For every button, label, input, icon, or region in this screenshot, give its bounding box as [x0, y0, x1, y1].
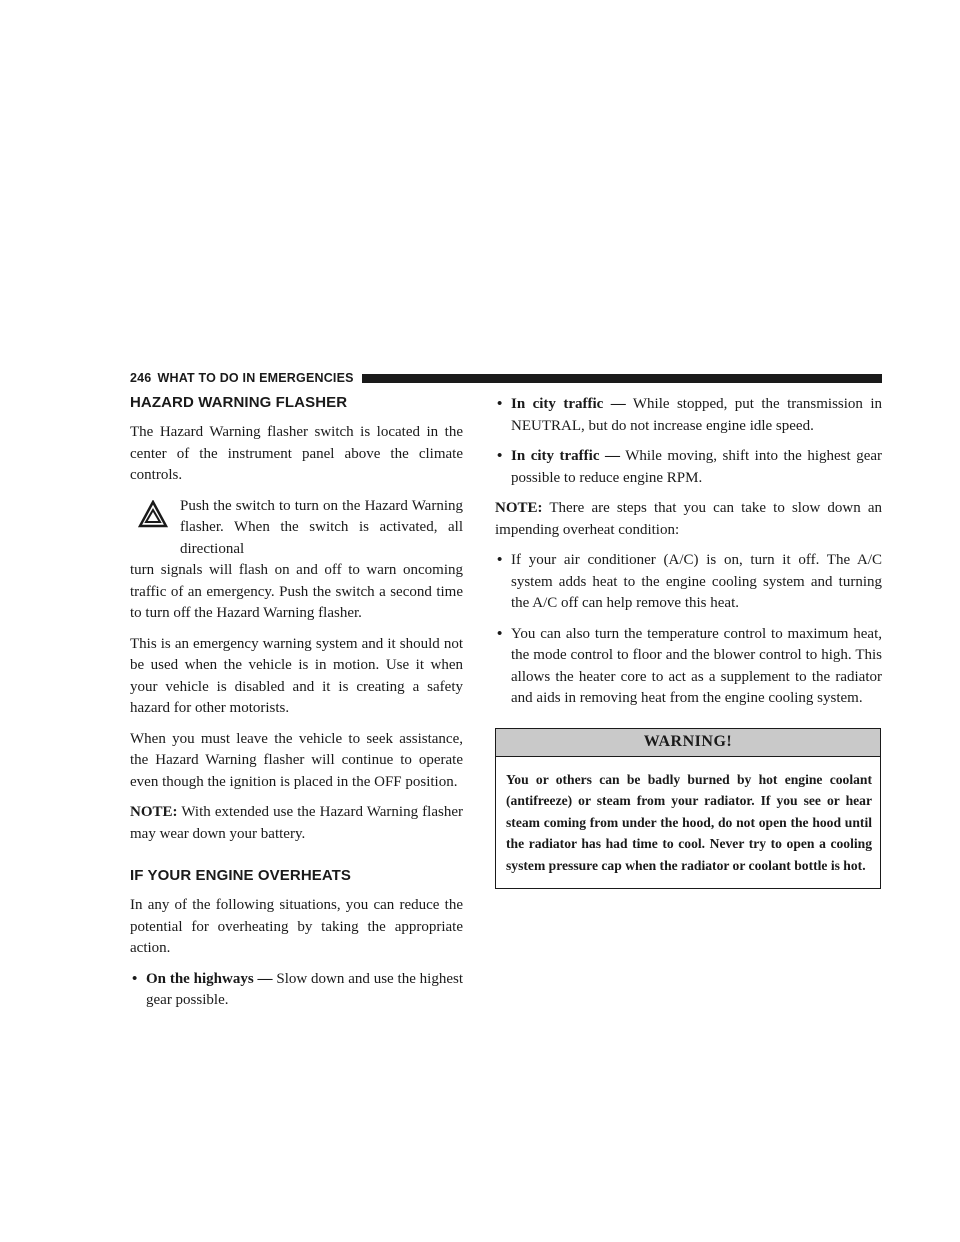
- warning-text: You or others can be badly burned by hot engine coolant (antifreeze) or steam from your radiator. If you see or hear steam coming from under the hood, do not open the hood until the radiator has had time to cool. Never try to open a cooling system pressure cap when the radiator or coolant bottle is hot.: [506, 771, 872, 873]
- list-item-lead: On the highways —: [146, 970, 273, 987]
- list-item-text: While moving, shift into the highest gear possible to reduce engine RPM.: [511, 448, 883, 486]
- warning-title: WARNING!: [496, 729, 880, 757]
- hazard-paragraph-4: When you must leave the vehicle to seek assistance, the Hazard Warning flasher will continue to operate even though the ignition is placed in the OFF position.: [130, 730, 463, 790]
- left-column: [130, 394, 463, 1012]
- page-number: 246: [130, 371, 152, 385]
- warning-box: [495, 728, 881, 890]
- overheat-list-left: [130, 969, 463, 1012]
- overheat-heading: IF YOUR ENGINE OVERHEATS: [130, 867, 352, 884]
- note-text: There are steps that you can take to slow down an impending overheat condition:: [495, 500, 882, 538]
- overheat-note-list: [495, 550, 882, 710]
- bullet: •: [497, 552, 503, 568]
- list-item: [495, 446, 882, 489]
- overheat-intro: In any of the following situations, you can reduce the potential for overheating by taking the appropriate action.: [130, 897, 463, 956]
- hazard-note: [130, 802, 463, 845]
- hazard-switch-paragraph: [130, 496, 463, 625]
- note-text: With extended use the Hazard Warning flasher may wear down your battery.: [130, 804, 463, 842]
- note-label: NOTE:: [495, 500, 543, 516]
- hazard-heading: HAZARD WARNING FLASHER: [130, 394, 348, 411]
- bullet: •: [497, 396, 503, 412]
- list-item-lead: In city traffic —: [511, 396, 626, 412]
- overheat-note: [495, 498, 882, 541]
- list-item: [495, 394, 882, 437]
- right-column: [495, 394, 882, 889]
- list-item: [130, 969, 463, 1012]
- bullet: •: [497, 625, 503, 642]
- bullet: •: [497, 448, 503, 464]
- overheat-list-right: [495, 394, 882, 489]
- hazard-paragraph-3: This is an emergency warning system and it should not be used when the vehicle is in motion. Use it when your vehicle is disabled and it is creating a safety hazard for other motorists.: [130, 635, 463, 716]
- list-item-text: If your air conditioner (A/C) is on, turn it off. The A/C system adds heat to the engine cooling system and turning the A/C off can help remove this heat.: [511, 552, 882, 611]
- hazard-paragraph-2-start: Push the switch to turn on the Hazard Warning flasher. When the switch is activated, all directional: [180, 497, 463, 557]
- list-item: [495, 550, 882, 615]
- section-name: WHAT TO DO IN EMERGENCIES: [157, 371, 354, 385]
- hazard-paragraph-1: The Hazard Warning flasher switch is located in the center of the instrument panel above the climate controls.: [130, 424, 463, 483]
- header-rule: [362, 374, 882, 383]
- hazard-paragraph-2-rest: turn signals will flash on and off to warn oncoming traffic of an emergency. Push the switch a second time to turn off the Hazard Warning flasher.: [130, 562, 463, 621]
- list-item-lead: In city traffic —: [511, 448, 620, 464]
- hazard-warning-icon: [138, 500, 168, 530]
- list-item-text: While stopped, put the transmission in NEUTRAL, but do not increase engine idle speed.: [511, 396, 883, 434]
- page-header: [130, 371, 882, 385]
- list-item-text: You can also turn the temperature control to maximum heat, the mode control to floor and the blower control to high. This allows the heater core to act as a supplement to the radiator and aids in removing heat from the engine cooling system.: [511, 625, 882, 706]
- list-item: [495, 624, 882, 710]
- bullet: •: [132, 970, 138, 987]
- list-item-text: Slow down and use the highest gear possible.: [146, 970, 464, 1008]
- note-label: NOTE:: [130, 804, 178, 820]
